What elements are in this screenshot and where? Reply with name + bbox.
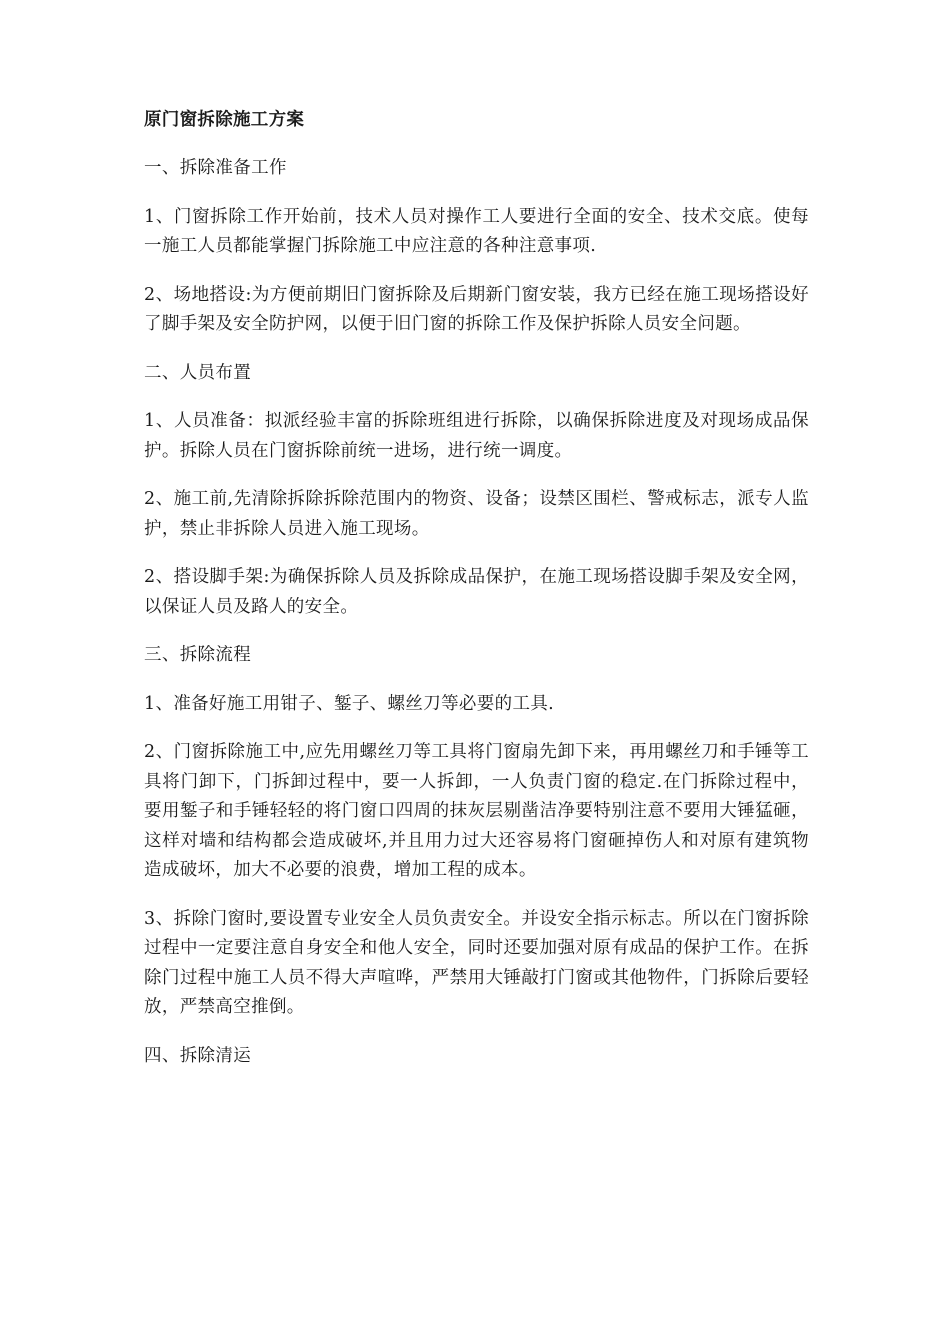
section-heading-3: 三、拆除流程 (144, 645, 252, 665)
section-heading-2: 二、人员布置 (144, 362, 252, 383)
section-heading-4: 四、拆除清运 (144, 1045, 252, 1066)
paragraph: 1、人员准备：拟派经验丰富的拆除班组进行拆除，以确保拆除进度及对现场成品保护。拆除人员在门窗拆除前统一进场，进行统一调度。 (144, 411, 809, 461)
section-heading-1: 一、拆除准备工作 (144, 158, 287, 178)
paragraph: 2、场地搭设:为方便前期旧门窗拆除及后期新门窗安装，我方已经在施工现场搭设好了脚手架及安全防护网，以便于旧门窗的拆除工作及保护拆除人员安全问题。 (144, 284, 809, 334)
document-page (144, 106, 809, 1090)
paragraph: 1、准备好施工用钳子、錾子、螺丝刀等必要的工具. (144, 693, 555, 714)
paragraph: 3、拆除门窗时,要设置专业安全人员负责安全。并设安全指示标志。所以在门窗拆除过程中一定要注意自身安全和他人安全，同时还要加强对原有成品的保护工作。在拆除门过程中施工人员不得大声喧哗，严禁用大锤敲打门窗或其他物件，门拆除后要轻放，严禁高空推倒。 (144, 908, 809, 1017)
paragraph: 1、门窗拆除工作开始前，技术人员对操作工人要进行全面的安全、技术交底。使每一施工人员都能掌握门拆除施工中应注意的各种注意事项. (144, 206, 809, 256)
paragraph: 2、门窗拆除施工中,应先用螺丝刀等工具将门窗扇先卸下来，再用螺丝刀和手锤等工具将门卸下，门拆卸过程中，要一人拆卸，一人负责门窗的稳定.在门拆除过程中，要用錾子和手锤轻轻的将门窗口四周的抹灰层剔凿洁净要特别注意不要用大锤猛砸，这样对墙和结构都会造成破坏,并且用力过大还容易将门窗砸掉伤人和对原有建筑物造成破坏，加大不必要的浪费，增加工程的成本。 (144, 742, 809, 880)
document-title: 原门窗拆除施工方案 (144, 110, 305, 130)
paragraph: 2、施工前,先清除拆除拆除范围内的物资、设备；设禁区围栏、警戒标志，派专人监护，禁止非拆除人员进入施工现场。 (144, 489, 809, 539)
paragraph: 2、搭设脚手架:为确保拆除人员及拆除成品保护，在施工现场搭设脚手架及安全网，以保证人员及路人的安全。 (144, 567, 809, 617)
